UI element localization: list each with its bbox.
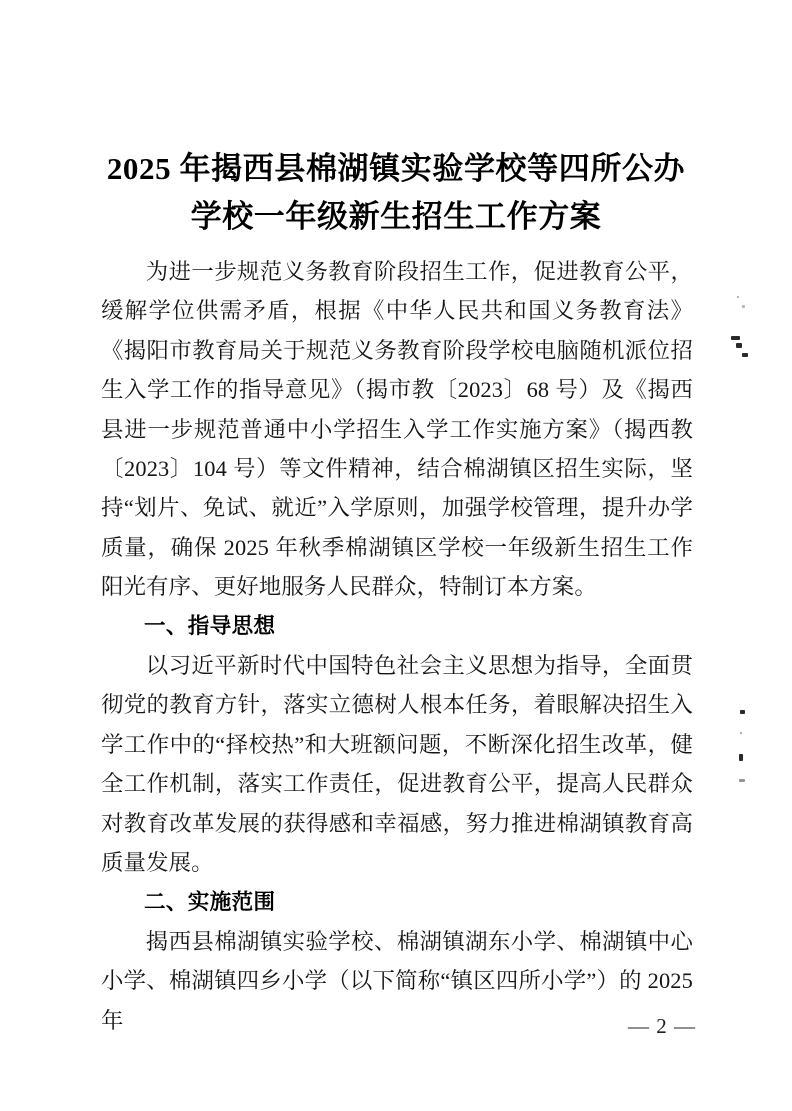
document-body [101,252,693,1040]
scan-artifact-speck [731,336,740,340]
page-number: — 2 — [628,1014,696,1038]
intro-paragraph: 为进一步规范义务教育阶段招生工作，促进教育公平，缓解学位供需矛盾，根据《中华人民共和国义务教育法》《揭阳市教育局关于规范义务教育阶段学校电脑随机派位招生入学工作的指导意见》（揭市教〔2023〕68 号）及《揭西县进一步规范普通中小学招生入学工作实施方案》（揭西教〔2023〕104 号）等文件精神，结合棉湖镇区招生实际，坚持“划片、免试、就近”入学原则，加强学校管理，提升办学质量，确保 2025 年秋季棉湖镇区学校一年级新生招生工作阳光有序、更好地服务人民群众，特制订本方案。 [101,259,693,600]
scan-artifact-speck [740,732,742,734]
section-heading-2: 二、实施范围 [144,889,276,915]
guiding-ideology-paragraph: 以习近平新时代中国特色社会主义思想为指导，全面贯彻党的教育方针，落实立德树人根本任务，着眼解决招生入学工作中的“择校热”和大班额问题，不断深化招生改革，健全工作机制，落实工作责任，促进教育公平，提高人民群众对教育改革发展的获得感和幸福感，努力推进棉湖镇教育高质量发展。 [101,653,693,876]
scan-artifact-speck [737,296,739,298]
implementation-scope-paragraph: 揭西县棉湖镇实验学校、棉湖镇湖东小学、棉湖镇中心小学、棉湖镇四乡小学（以下简称“镇区四所小学”）的 2025 年 [101,928,693,1033]
scan-artifact-speck [739,779,745,782]
section-heading-1: 一、指导思想 [144,613,276,639]
scan-artifact-speck [742,353,748,357]
title-line-1: 2025 年揭西县棉湖镇实验学校等四所公办 [106,150,686,186]
scan-artifact-speck [736,343,742,348]
title-line-2: 学校一年级新生招生工作方案 [190,198,602,234]
scan-artifact-speck [742,305,745,308]
page-title [96,145,696,241]
scan-artifact-speck [739,754,743,761]
scan-artifact-speck [740,710,745,714]
